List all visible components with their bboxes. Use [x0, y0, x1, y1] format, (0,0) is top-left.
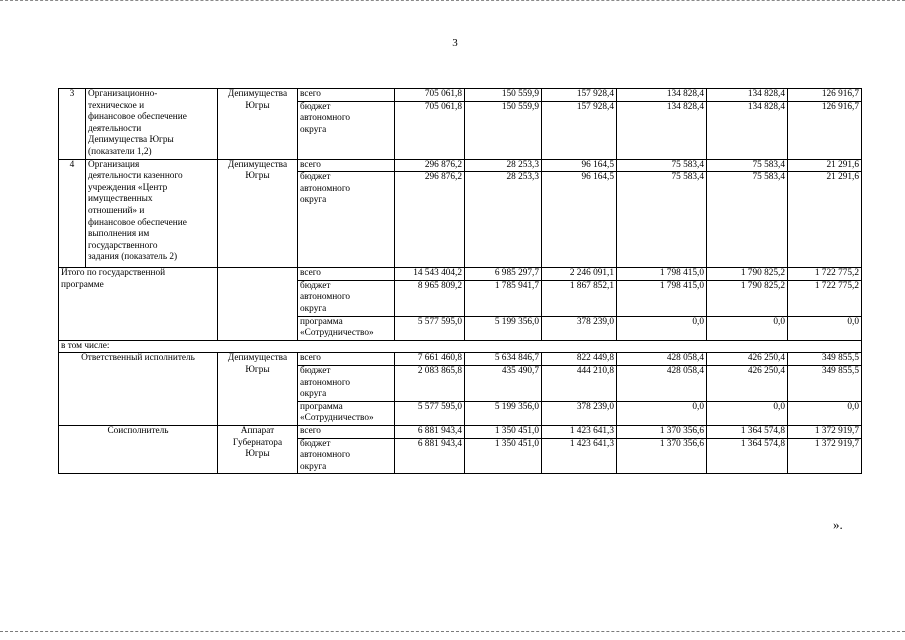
value-cell: 378 239,0 [542, 316, 617, 340]
value-cell: 75 583,4 [617, 172, 707, 268]
value-cell: 1 423 641,3 [542, 425, 617, 438]
value-cell: 1 372 919,7 [788, 438, 862, 474]
value-cell: 96 164,5 [542, 172, 617, 268]
value-cell: 134 828,4 [707, 89, 788, 102]
value-cell: 1 798 415,0 [617, 268, 707, 281]
executor-cell: Депимущества Югры [218, 89, 298, 160]
value-cell: 1 370 356,6 [617, 438, 707, 474]
value-cell: 435 490,7 [465, 365, 542, 401]
value-cell: 14 543 404,2 [395, 268, 465, 281]
funding-source: всего [298, 425, 395, 438]
value-cell: 0,0 [617, 316, 707, 340]
funding-source: бюджет автономного округа [298, 365, 395, 401]
value-cell: 6 881 943,4 [395, 438, 465, 474]
value-cell: 296 876,2 [395, 159, 465, 172]
value-cell: 0,0 [788, 401, 862, 425]
value-cell: 1 722 775,2 [788, 268, 862, 281]
value-cell: 296 876,2 [395, 172, 465, 268]
value-cell: 7 661 460,8 [395, 353, 465, 366]
value-cell: 6 985 297,7 [465, 268, 542, 281]
value-cell: 444 210,8 [542, 365, 617, 401]
value-cell: 1 790 825,2 [707, 268, 788, 281]
row-number: 3 [59, 89, 86, 160]
value-cell: 705 061,8 [395, 89, 465, 102]
executor-cell: Депимущества Югры [218, 159, 298, 268]
value-cell: 378 239,0 [542, 401, 617, 425]
executor-cell: Аппарат Губернатора Югры [218, 425, 298, 473]
funding-source: бюджет автономного округа [298, 101, 395, 159]
budget-table [58, 88, 862, 474]
value-cell: 426 250,4 [707, 353, 788, 366]
value-cell: 349 855,5 [788, 365, 862, 401]
value-cell: 157 928,4 [542, 89, 617, 102]
value-cell: 426 250,4 [707, 365, 788, 401]
funding-source: всего [298, 353, 395, 366]
value-cell: 1 785 941,7 [465, 280, 542, 316]
page-number: 3 [452, 37, 458, 49]
value-cell: 126 916,7 [788, 89, 862, 102]
value-cell: 1 867 852,1 [542, 280, 617, 316]
funding-source: всего [298, 268, 395, 281]
value-cell: 126 916,7 [788, 101, 862, 159]
value-cell: 5 199 356,0 [465, 316, 542, 340]
value-cell: 0,0 [707, 401, 788, 425]
value-cell: 150 559,9 [465, 101, 542, 159]
table-row-coexecutor-all [59, 425, 862, 438]
table-row-responsible-all [59, 353, 862, 366]
table-row-including [59, 340, 862, 353]
programme-total-label: Итого по государственной программе [59, 268, 218, 341]
value-cell: 75 583,4 [617, 159, 707, 172]
value-cell: 21 291,6 [788, 159, 862, 172]
value-cell: 0,0 [788, 316, 862, 340]
executor-cell-empty [218, 268, 298, 341]
value-cell: 5 199 356,0 [465, 401, 542, 425]
value-cell: 2 083 865,8 [395, 365, 465, 401]
value-cell: 150 559,9 [465, 89, 542, 102]
value-cell: 28 253,3 [465, 172, 542, 268]
value-cell: 0,0 [707, 316, 788, 340]
closing-quote-mark: ». [833, 517, 843, 532]
value-cell: 705 061,8 [395, 101, 465, 159]
row-number: 4 [59, 159, 86, 268]
funding-source: всего [298, 89, 395, 102]
value-cell: 134 828,4 [617, 101, 707, 159]
funding-source: программа «Сотрудничество» [298, 316, 395, 340]
table-row-total-all [59, 268, 862, 281]
value-cell: 6 881 943,4 [395, 425, 465, 438]
value-cell: 1 370 356,6 [617, 425, 707, 438]
responsible-executor-label: Ответственный исполнитель [59, 353, 218, 426]
coexecutor-label: Соисполнитель [59, 425, 218, 473]
value-cell: 8 965 809,2 [395, 280, 465, 316]
value-cell: 134 828,4 [617, 89, 707, 102]
value-cell: 1 350 451,0 [465, 425, 542, 438]
funding-source: бюджет автономного округа [298, 280, 395, 316]
value-cell: 1 364 574,8 [707, 438, 788, 474]
value-cell: 28 253,3 [465, 159, 542, 172]
funding-source: бюджет автономного округа [298, 172, 395, 268]
funding-source: всего [298, 159, 395, 172]
value-cell: 2 246 091,1 [542, 268, 617, 281]
value-cell: 1 798 415,0 [617, 280, 707, 316]
value-cell: 1 364 574,8 [707, 425, 788, 438]
table-row-3-total [59, 89, 862, 102]
value-cell: 428 058,4 [617, 365, 707, 401]
value-cell: 134 828,4 [707, 101, 788, 159]
value-cell: 75 583,4 [707, 172, 788, 268]
value-cell: 1 372 919,7 [788, 425, 862, 438]
value-cell: 75 583,4 [707, 159, 788, 172]
value-cell: 5 577 595,0 [395, 401, 465, 425]
table-row-4-total [59, 159, 862, 172]
value-cell: 1 350 451,0 [465, 438, 542, 474]
value-cell: 5 577 595,0 [395, 316, 465, 340]
value-cell: 1 423 641,3 [542, 438, 617, 474]
value-cell: 428 058,4 [617, 353, 707, 366]
value-cell: 349 855,5 [788, 353, 862, 366]
value-cell: 96 164,5 [542, 159, 617, 172]
executor-cell: Депимущества Югры [218, 353, 298, 426]
including-label: в том числе: [59, 340, 862, 353]
value-cell: 0,0 [617, 401, 707, 425]
value-cell: 5 634 846,7 [465, 353, 542, 366]
measure-name: Организация деятельности казенного учреждения «Центр имущественных отношений» и финансовое обеспечение выполнения им государственного задания (показатель 2) [86, 159, 218, 268]
funding-source: бюджет автономного округа [298, 438, 395, 474]
value-cell: 1 790 825,2 [707, 280, 788, 316]
value-cell: 21 291,6 [788, 172, 862, 268]
funding-source: программа «Сотрудничество» [298, 401, 395, 425]
value-cell: 1 722 775,2 [788, 280, 862, 316]
scan-edge-top [0, 0, 905, 3]
value-cell: 822 449,8 [542, 353, 617, 366]
measure-name: Организационно- техническое и финансовое обеспечение деятельности Депимущества Югры (показатели 1,2) [86, 89, 218, 160]
scan-edge-bottom [0, 631, 905, 634]
value-cell: 157 928,4 [542, 101, 617, 159]
